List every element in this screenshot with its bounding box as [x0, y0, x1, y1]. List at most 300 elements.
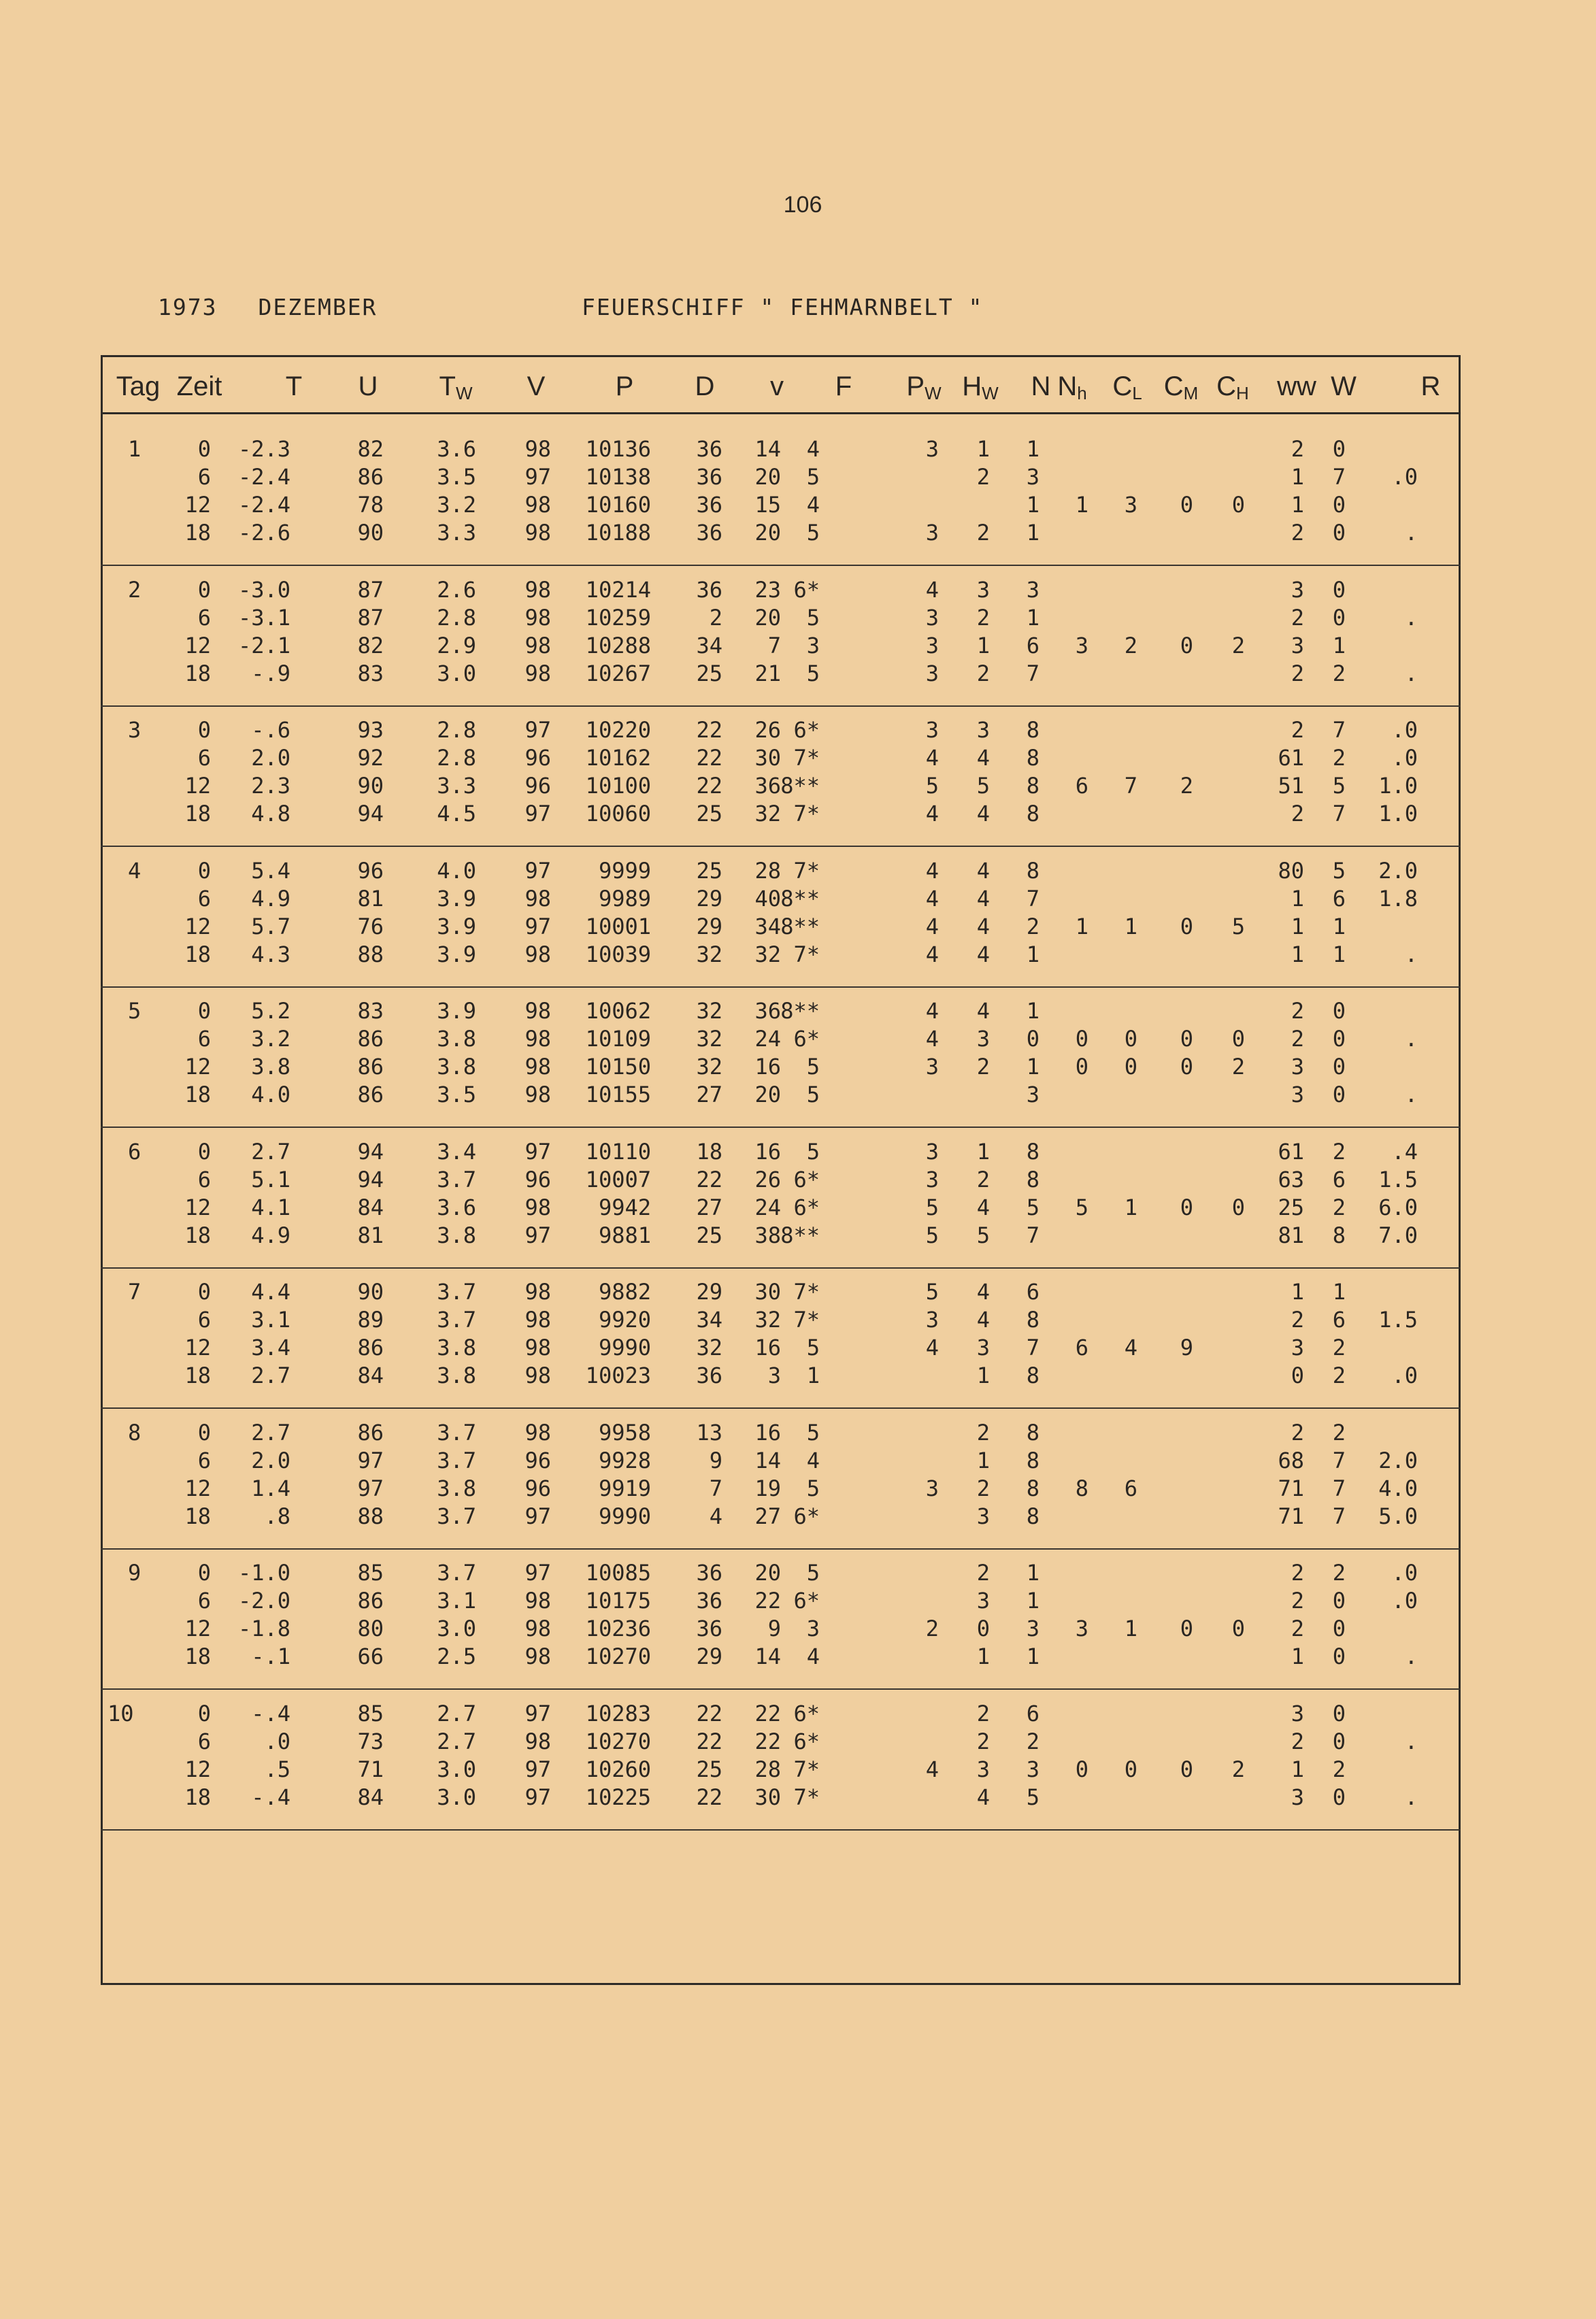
table-cell-tw: 3.1 [437, 1588, 476, 1614]
table-cell-u: 86 [357, 1026, 384, 1052]
table-cell-w: 7 [1332, 1447, 1346, 1473]
table-cell-d: 32 [696, 1335, 722, 1361]
table-cell-ww: 2 [1291, 660, 1304, 686]
table-cell-tw: 3.4 [437, 1138, 476, 1165]
day-number: 4 [128, 857, 142, 884]
table-cell-f: 8** [780, 913, 820, 939]
table-cell-t: 3.4 [251, 1335, 290, 1361]
table-cell-hw: 2 [976, 1054, 990, 1080]
table-cell-t: -2.4 [237, 464, 290, 490]
table-cell-u: 81 [357, 1222, 384, 1248]
table-cell-ww: 1 [1291, 492, 1304, 518]
table-cell-ww: 25 [1278, 1194, 1304, 1220]
table-cell-w: 2 [1332, 660, 1346, 686]
table-cell-zeit: 0 [197, 857, 211, 884]
table-cell-v: 98 [525, 998, 551, 1024]
table-cell-f: 8** [780, 998, 820, 1024]
table-cell-zeit: 0 [197, 576, 211, 603]
table-cell-w: 7 [1332, 717, 1346, 743]
table-cell-pw: 3 [925, 1138, 939, 1165]
table-cell-t: 4.0 [251, 1082, 290, 1107]
table-cell-hw: 3 [976, 1503, 990, 1529]
table-cell-u: 89 [357, 1307, 384, 1333]
table-cell-vv: 28 [754, 857, 781, 884]
day-number: 10 [107, 1700, 134, 1726]
table-cell-u: 92 [357, 745, 384, 771]
table-cell-v: 98 [525, 520, 551, 546]
table-cell-d: 22 [696, 1166, 722, 1192]
table-cell-zeit: 0 [197, 1700, 211, 1726]
table-cell-cm: 0 [1180, 1194, 1193, 1220]
table-cell-v: 98 [525, 492, 551, 518]
table-cell-vv: 30 [754, 1784, 781, 1810]
table-cell-v: 98 [525, 1054, 551, 1080]
table-cell-v: 97 [525, 913, 551, 939]
table-cell-vv: 32 [754, 801, 781, 827]
table-cell-w: 2 [1332, 1560, 1346, 1586]
table-cell-cm: 0 [1180, 632, 1193, 658]
day-number: 9 [128, 1560, 142, 1586]
table-cell-vv: 20 [754, 1560, 781, 1586]
table-cell-w: 0 [1332, 492, 1346, 518]
table-cell-cm: 2 [1180, 773, 1193, 799]
table-cell-ch: 0 [1231, 492, 1245, 518]
table-cell-vv: 14 [754, 1447, 781, 1473]
table-cell-zeit: 6 [197, 745, 211, 771]
column-header-zeit [177, 369, 222, 403]
table-cell-p: 10039 [585, 941, 651, 967]
column-header-f [835, 369, 852, 403]
table-cell-ch: 5 [1231, 913, 1245, 939]
table-cell-hw: 4 [976, 885, 990, 912]
table-cell-d: 34 [696, 1307, 722, 1333]
table-cell-vv: 34 [754, 913, 781, 939]
table-cell-t: -.9 [251, 660, 290, 686]
table-cell-w: 7 [1332, 464, 1346, 490]
table-cell-d: 29 [696, 1279, 722, 1305]
table-cell-n: 1 [1026, 436, 1040, 462]
table-cell-f: 6* [793, 1728, 820, 1754]
table-cell-n: 8 [1026, 1503, 1040, 1529]
table-cell-n: 2 [1026, 1728, 1040, 1754]
table-cell-u: 90 [357, 773, 384, 799]
table-cell-p: 9942 [598, 1194, 651, 1220]
table-cell-vv: 32 [754, 941, 781, 967]
column-header-subscript: W [982, 383, 999, 403]
table-cell-pw: 3 [925, 1307, 939, 1333]
table-cell-nh: 3 [1075, 1616, 1088, 1641]
table-cell-t: -.4 [251, 1784, 290, 1810]
table-cell-w: 5 [1332, 773, 1346, 799]
table-cell-cm: 0 [1180, 913, 1193, 939]
column-header-cl [1112, 369, 1142, 403]
table-cell-v: 98 [525, 1588, 551, 1614]
table-cell-ww: 2 [1291, 1728, 1304, 1754]
table-cell-tw: 3.0 [437, 660, 476, 686]
table-cell-p: 10270 [585, 1644, 651, 1669]
table-cell-cl: 1 [1124, 1616, 1137, 1641]
table-cell-hw: 5 [976, 1222, 990, 1248]
table-cell-v: 98 [525, 1419, 551, 1446]
table-cell-tw: 4.0 [437, 857, 476, 884]
day-number: 3 [128, 717, 142, 743]
table-cell-v: 98 [525, 1728, 551, 1754]
table-cell-r: 7.0 [1378, 1222, 1418, 1248]
table-cell-vv: 19 [754, 1475, 781, 1501]
table-cell-u: 83 [357, 660, 384, 686]
table-cell-v: 98 [525, 632, 551, 658]
table-cell-t: -2.4 [237, 492, 290, 518]
table-cell-r: 4.0 [1378, 1475, 1418, 1501]
column-header-subscript: L [1132, 383, 1142, 403]
table-cell-f: 7* [793, 1756, 820, 1782]
column-header-label: D [695, 371, 715, 401]
table-cell-v: 97 [525, 1560, 551, 1586]
table-cell-vv: 40 [754, 885, 781, 912]
table-cell-nh: 6 [1075, 1335, 1088, 1361]
table-cell-t: 4.3 [251, 941, 290, 967]
table-cell-ww: 1 [1291, 941, 1304, 967]
table-cell-n: 0 [1026, 1026, 1040, 1052]
table-cell-t: -2.3 [237, 436, 290, 462]
table-cell-d: 25 [696, 857, 722, 884]
table-cell-u: 83 [357, 998, 384, 1024]
column-header-label: P [615, 371, 634, 401]
table-cell-r: 5.0 [1378, 1503, 1418, 1529]
column-header-subscript: H [1236, 383, 1249, 403]
table-cell-n: 8 [1026, 1419, 1040, 1446]
table-cell-nh: 0 [1075, 1026, 1088, 1052]
table-cell-t: 2.7 [251, 1419, 290, 1446]
table-cell-zeit: 12 [184, 1475, 211, 1501]
table-cell-pw: 5 [925, 1194, 939, 1220]
table-cell-nh: 1 [1075, 913, 1088, 939]
table-cell-zeit: 18 [184, 660, 211, 686]
table-cell-p: 10270 [585, 1728, 651, 1754]
table-cell-ww: 1 [1291, 1279, 1304, 1305]
table-cell-vv: 16 [754, 1138, 781, 1165]
table-cell-vv: 20 [754, 1082, 781, 1107]
table-cell-u: 88 [357, 1503, 384, 1529]
table-cell-nh: 5 [1075, 1194, 1088, 1220]
table-cell-u: 93 [357, 717, 384, 743]
table-cell-r: .0 [1391, 717, 1418, 743]
table-cell-cl: 2 [1124, 632, 1137, 658]
table-cell-n: 1 [1026, 520, 1040, 546]
column-header-nh [1057, 369, 1086, 403]
table-cell-d: 7 [709, 1475, 722, 1501]
table-cell-p: 10236 [585, 1616, 651, 1641]
table-cell-t: 3.1 [251, 1307, 290, 1333]
table-cell-r: 2.0 [1378, 1447, 1418, 1473]
table-cell-f: 5 [806, 604, 820, 631]
column-header-subscript: M [1183, 383, 1199, 403]
table-cell-r: 1.5 [1378, 1166, 1418, 1192]
table-cell-w: 7 [1332, 1475, 1346, 1501]
header-divider [101, 412, 1461, 414]
table-cell-p: 10267 [585, 660, 651, 686]
table-cell-r: . [1404, 1026, 1418, 1052]
page-number: 106 [783, 192, 822, 218]
table-cell-p: 9928 [598, 1447, 651, 1473]
table-cell-tw: 3.7 [437, 1447, 476, 1473]
table-cell-t: -3.0 [237, 576, 290, 603]
table-cell-v: 98 [525, 576, 551, 603]
table-cell-u: 90 [357, 1279, 384, 1305]
table-cell-vv: 27 [754, 1503, 781, 1529]
table-cell-d: 36 [696, 576, 722, 603]
table-cell-t: 2.7 [251, 1138, 290, 1165]
table-cell-d: 32 [696, 1054, 722, 1080]
table-cell-cl: 0 [1124, 1756, 1137, 1782]
table-cell-n: 1 [1026, 604, 1040, 631]
table-cell-r: 1.8 [1378, 885, 1418, 912]
table-cell-ww: 71 [1278, 1503, 1304, 1529]
table-cell-pw: 4 [925, 576, 939, 603]
table-cell-ww: 2 [1291, 801, 1304, 827]
table-cell-f: 6* [793, 576, 820, 603]
table-cell-r: 2.0 [1378, 857, 1418, 884]
table-cell-ww: 3 [1291, 632, 1304, 658]
table-cell-w: 7 [1332, 1503, 1346, 1529]
day-number: 2 [128, 576, 142, 603]
table-cell-v: 98 [525, 604, 551, 631]
table-cell-cm: 9 [1180, 1335, 1193, 1361]
column-header-label: Zeit [176, 371, 222, 401]
day-number: 5 [128, 998, 142, 1024]
table-cell-f: 6* [793, 1588, 820, 1614]
table-cell-hw: 4 [976, 1194, 990, 1220]
column-header-subscript: h [1077, 383, 1087, 403]
table-cell-t: 1.4 [251, 1475, 290, 1501]
table-cell-n: 8 [1026, 1447, 1040, 1473]
table-cell-pw: 4 [925, 857, 939, 884]
table-cell-cl: 1 [1124, 1194, 1137, 1220]
table-cell-r: .0 [1391, 464, 1418, 490]
table-cell-n: 8 [1026, 1307, 1040, 1333]
table-cell-pw: 4 [925, 941, 939, 967]
table-cell-w: 0 [1332, 1026, 1346, 1052]
table-cell-f: 7* [793, 941, 820, 967]
table-cell-d: 27 [696, 1194, 722, 1220]
table-cell-tw: 3.0 [437, 1784, 476, 1810]
table-cell-ww: 2 [1291, 1026, 1304, 1052]
table-cell-v: 98 [525, 1363, 551, 1388]
column-header-label: C [1112, 371, 1133, 401]
table-cell-cl: 6 [1124, 1475, 1137, 1501]
table-cell-p: 10060 [585, 801, 651, 827]
table-cell-vv: 26 [754, 1166, 781, 1192]
table-cell-tw: 3.8 [437, 1475, 476, 1501]
table-cell-ww: 2 [1291, 717, 1304, 743]
table-cell-t: -.6 [251, 717, 290, 743]
table-cell-r: . [1404, 604, 1418, 631]
table-cell-nh: 3 [1075, 632, 1088, 658]
table-cell-n: 7 [1026, 1222, 1040, 1248]
table-cell-hw: 3 [976, 1756, 990, 1782]
table-cell-pw: 4 [925, 885, 939, 912]
table-cell-t: 2.3 [251, 773, 290, 799]
day-number: 8 [128, 1419, 142, 1446]
table-cell-r: .0 [1391, 745, 1418, 771]
table-cell-n: 2 [1026, 913, 1040, 939]
table-cell-tw: 3.0 [437, 1616, 476, 1641]
table-cell-ch: 2 [1231, 1054, 1245, 1080]
table-cell-n: 3 [1026, 576, 1040, 603]
table-cell-hw: 1 [976, 632, 990, 658]
table-cell-d: 36 [696, 520, 722, 546]
table-cell-n: 6 [1026, 1279, 1040, 1305]
column-header-p [616, 369, 634, 403]
table-cell-vv: 15 [754, 492, 781, 518]
table-cell-n: 6 [1026, 1700, 1040, 1726]
table-cell-hw: 1 [976, 1138, 990, 1165]
table-cell-t: 2.0 [251, 1447, 290, 1473]
table-cell-n: 1 [1026, 1054, 1040, 1080]
table-cell-vv: 38 [754, 1222, 781, 1248]
table-cell-zeit: 18 [184, 941, 211, 967]
header-month: DEZEMBER [258, 294, 378, 320]
table-cell-tw: 3.3 [437, 773, 476, 799]
table-cell-v: 98 [525, 1644, 551, 1669]
table-cell-hw: 4 [976, 941, 990, 967]
table-cell-hw: 1 [976, 436, 990, 462]
table-cell-cm: 0 [1180, 1616, 1193, 1641]
column-header-label: C [1163, 371, 1184, 401]
day-separator [101, 1829, 1461, 1831]
table-cell-vv: 14 [754, 1644, 781, 1669]
table-cell-tw: 3.5 [437, 1082, 476, 1107]
table-cell-vv: 16 [754, 1419, 781, 1446]
table-cell-f: 6* [793, 1026, 820, 1052]
table-cell-p: 10260 [585, 1756, 651, 1782]
table-cell-hw: 2 [976, 1166, 990, 1192]
table-cell-vv: 16 [754, 1054, 781, 1080]
table-cell-vv: 22 [754, 1700, 781, 1726]
table-cell-vv: 23 [754, 576, 781, 603]
table-cell-d: 32 [696, 1026, 722, 1052]
table-cell-u: 87 [357, 576, 384, 603]
table-cell-n: 8 [1026, 1363, 1040, 1388]
table-cell-ww: 51 [1278, 773, 1304, 799]
table-cell-p: 9958 [598, 1419, 651, 1446]
table-cell-tw: 3.2 [437, 492, 476, 518]
table-cell-t: 2.7 [251, 1363, 290, 1388]
column-header-label: F [835, 371, 852, 401]
table-cell-hw: 4 [976, 745, 990, 771]
table-cell-hw: 3 [976, 717, 990, 743]
table-cell-zeit: 18 [184, 1784, 211, 1810]
table-cell-w: 5 [1332, 857, 1346, 884]
table-cell-f: 7* [793, 1307, 820, 1333]
table-cell-vv: 20 [754, 464, 781, 490]
table-cell-tw: 2.8 [437, 604, 476, 631]
table-cell-ww: 2 [1291, 604, 1304, 631]
table-cell-vv: 28 [754, 1756, 781, 1782]
table-cell-f: 5 [806, 464, 820, 490]
table-cell-w: 1 [1332, 941, 1346, 967]
table-cell-hw: 4 [976, 1307, 990, 1333]
table-cell-tw: 2.8 [437, 745, 476, 771]
table-cell-zeit: 6 [197, 1166, 211, 1192]
table-cell-d: 36 [696, 492, 722, 518]
table-cell-n: 1 [1026, 1560, 1040, 1586]
table-cell-pw: 3 [925, 632, 939, 658]
table-cell-ww: 0 [1291, 1363, 1304, 1388]
table-cell-f: 7* [793, 1784, 820, 1810]
table-cell-f: 7* [793, 801, 820, 827]
table-cell-d: 13 [696, 1419, 722, 1446]
table-cell-p: 10214 [585, 576, 651, 603]
table-cell-u: 86 [357, 1335, 384, 1361]
table-cell-zeit: 6 [197, 464, 211, 490]
table-cell-w: 0 [1332, 1728, 1346, 1754]
column-header-label: W [1331, 371, 1357, 401]
table-cell-p: 10023 [585, 1363, 651, 1388]
table-cell-u: 94 [357, 1138, 384, 1165]
table-cell-u: 84 [357, 1194, 384, 1220]
table-cell-t: 4.4 [251, 1279, 290, 1305]
day-separator [101, 1127, 1461, 1128]
table-cell-ww: 1 [1291, 913, 1304, 939]
table-cell-d: 36 [696, 464, 722, 490]
table-cell-v: 97 [525, 1700, 551, 1726]
table-cell-hw: 4 [976, 998, 990, 1024]
table-cell-v: 96 [525, 1166, 551, 1192]
table-cell-v: 97 [525, 464, 551, 490]
table-cell-p: 10220 [585, 717, 651, 743]
table-cell-cm: 0 [1180, 1756, 1193, 1782]
table-cell-t: 5.2 [251, 998, 290, 1024]
column-header-label: V [527, 371, 546, 401]
table-cell-u: 84 [357, 1363, 384, 1388]
page-header-date [158, 294, 418, 320]
table-cell-w: 0 [1332, 1700, 1346, 1726]
table-cell-t: 3.2 [251, 1026, 290, 1052]
table-cell-t: 5.7 [251, 913, 290, 939]
table-cell-hw: 2 [976, 1475, 990, 1501]
table-cell-hw: 3 [976, 576, 990, 603]
column-header-d [695, 369, 715, 403]
table-cell-hw: 2 [976, 1560, 990, 1586]
table-cell-r: 6.0 [1378, 1194, 1418, 1220]
column-header-subscript: W [925, 383, 942, 403]
table-cell-r: . [1404, 520, 1418, 546]
table-cell-pw: 3 [925, 1475, 939, 1501]
table-cell-f: 3 [806, 632, 820, 658]
table-cell-tw: 2.6 [437, 576, 476, 603]
table-cell-d: 36 [696, 1588, 722, 1614]
table-cell-vv: 20 [754, 520, 781, 546]
table-cell-w: 0 [1332, 1054, 1346, 1080]
table-cell-t: -3.1 [237, 604, 290, 631]
column-header-ww [1277, 369, 1316, 403]
table-cell-d: 25 [696, 1222, 722, 1248]
table-cell-u: 88 [357, 941, 384, 967]
table-cell-hw: 2 [976, 1700, 990, 1726]
table-cell-pw: 5 [925, 1222, 939, 1248]
table-cell-w: 1 [1332, 632, 1346, 658]
table-cell-n: 8 [1026, 745, 1040, 771]
table-cell-tw: 3.7 [437, 1166, 476, 1192]
table-cell-u: 80 [357, 1616, 384, 1641]
table-cell-f: 6* [793, 1700, 820, 1726]
table-cell-n: 7 [1026, 1335, 1040, 1361]
table-cell-ww: 3 [1291, 1054, 1304, 1080]
table-cell-zeit: 12 [184, 632, 211, 658]
table-cell-n: 5 [1026, 1194, 1040, 1220]
table-cell-ww: 3 [1291, 1784, 1304, 1810]
